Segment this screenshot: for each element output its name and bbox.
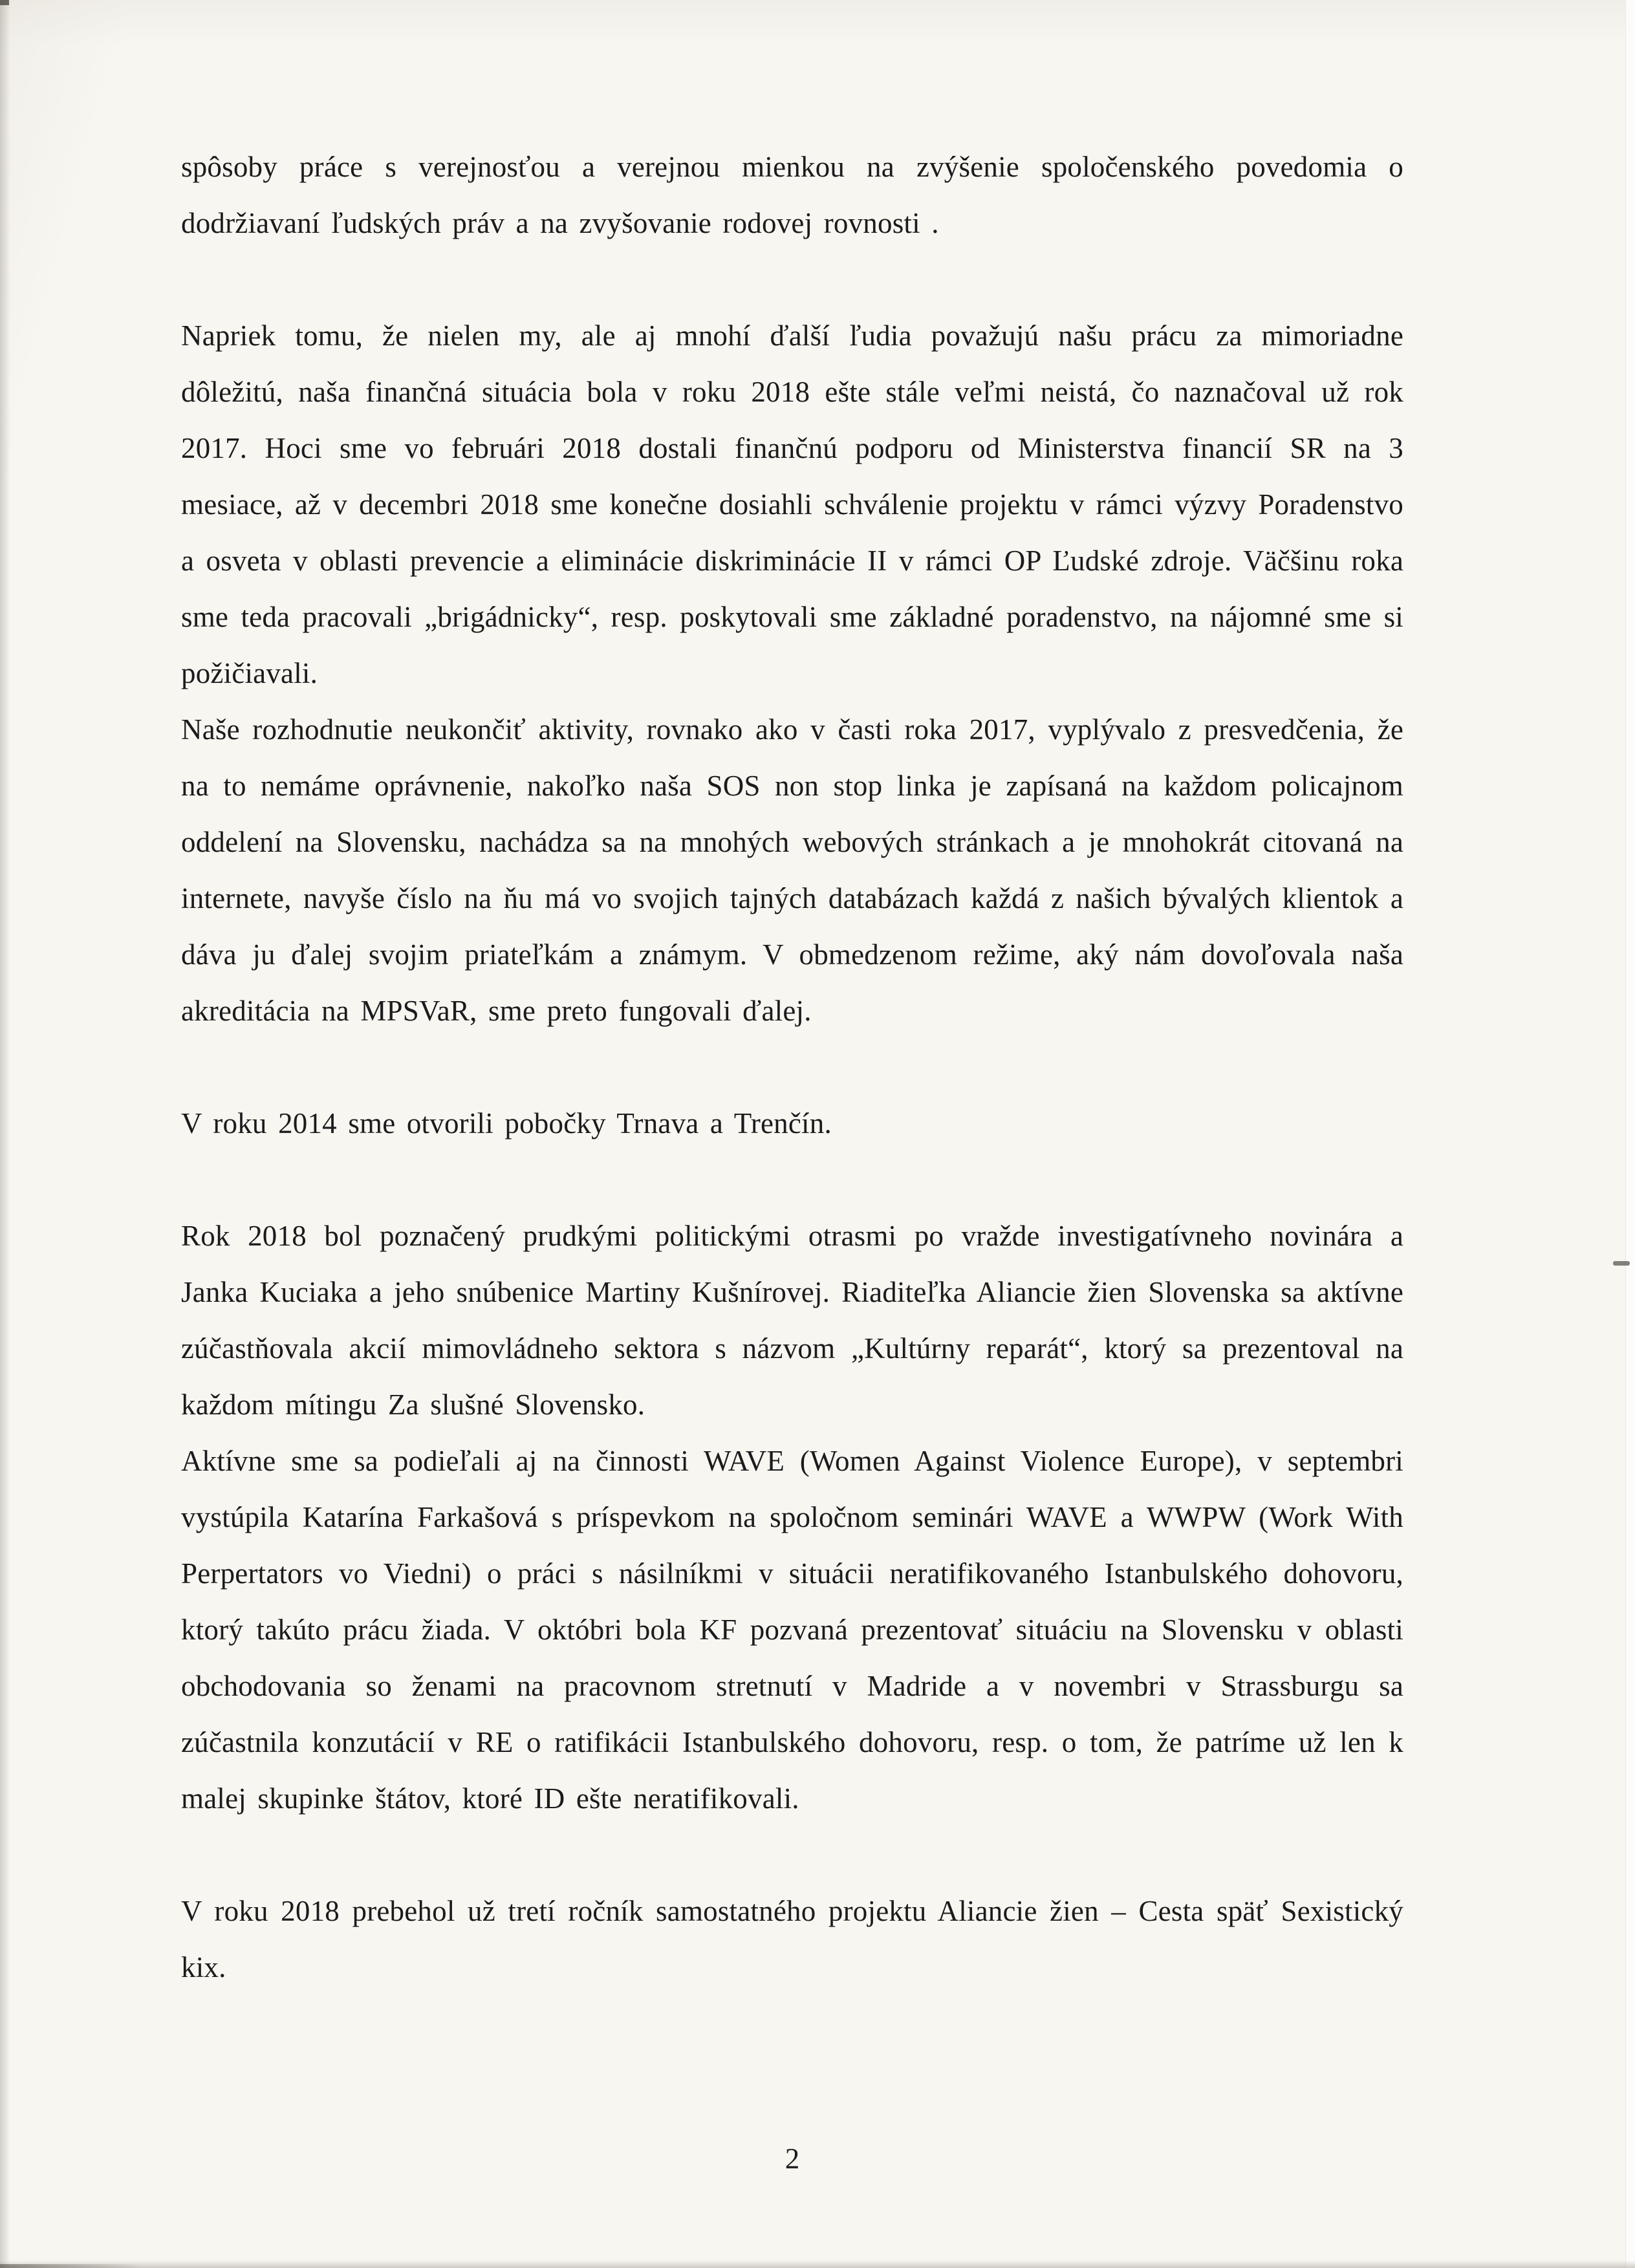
paragraph: V roku 2018 prebehol už tretí ročník samostatného projektu Aliancie žien – Cesta späť Sexistický kix.: [181, 1895, 1403, 1983]
scan-edge-right: [1625, 0, 1635, 2268]
scan-edge-bottom: [0, 2260, 1635, 2268]
document-body: [181, 139, 1403, 1996]
paragraph: Napriek tomu, že nielen my, ale aj mnohí ďalší ľudia považujú našu prácu za mimoriadne dôležitú, naša finančná situácia bola v roku 2018 ešte stále veľmi neistá, čo naznačoval už rok 2017. Hoci sme vo februári 2018 dostali finančnú podporu od Ministerstva financií SR na 3 mesiace, až v decembri 2018 sme konečne dosiahli schválenie projektu v rámci výzvy Poradenstvo a osveta v oblasti prevencie a eliminácie diskriminácie II v rámci OP Ľudské zdroje. Väčšinu roka sme teda pracovali „brigádnicky“, resp. poskytovali sme základné poradenstvo, na nájomné sme si požičiavali.: [181, 319, 1403, 689]
paragraph: Naše rozhodnutie neukončiť aktivity, rovnako ako v časti roka 2017, vyplývalo z presvedčenia, že na to nemáme oprávnenie, nakoľko naša SOS non stop linka je zapísaná na každom policajnom oddelení na Slovensku, nachádza sa na mnohých webových stránkach a je mnohokrát citovaná na internete, navyše číslo na ňu má vo svojich tajných databázach každá z našich bývalých klientok a dáva ju ďalej svojim priateľkám a známym. V obmedzenom režime, aký nám dovoľovala naša akreditácia na MPSVaR, sme preto fungovali ďalej.: [181, 713, 1403, 1027]
scan-corner-artifact: [0, 0, 9, 5]
scan-edge-left: [0, 0, 10, 2268]
scan-bottom-shade-artifact: [0, 2264, 142, 2268]
paragraph: V roku 2014 sme otvorili pobočky Trnava a Trenčín.: [181, 1107, 832, 1139]
paragraph: Aktívne sme sa podieľali aj na činnosti WAVE (Women Against Violence Europe), v septembri vystúpila Katarína Farkašová s príspevkom na spoločnom seminári WAVE a WWPW (Work With Perpertators vo Viedni) o práci s násilníkmi v situácii neratifikovaného Istanbulského dohovoru, ktorý takúto prácu žiada. V októbri bola KF pozvaná prezentovať situáciu na Slovensku v oblasti obchodovania so ženami na pracovnom stretnutí v Madride a v novembri v Strassburgu sa zúčastnila konzutácií v RE o ratifikácii Istanbulského dohovoru, resp. o tom, že patríme už len k malej skupinke štátov, ktoré ID ešte neratifikovali.: [181, 1445, 1403, 1815]
page-number: 2: [785, 2143, 800, 2175]
paragraph-continuation: spôsoby práce s verejnosťou a verejnou mienkou na zvýšenie spoločenského povedomia o dodržiavaní ľudských práv a na zvyšovanie rodovej rovnosti .: [181, 151, 1403, 239]
paragraph: Rok 2018 bol poznačený prudkými politickými otrasmi po vražde investigatívneho novinára a Janka Kuciaka a jeho snúbenice Martiny Kušnírovej. Riaditeľka Aliancie žien Slovenska sa aktívne zúčastňovala akcií mimovládneho sektora s názvom „Kultúrny reparát“, ktorý sa prezentoval na každom mítingu Za slušné Slovensko.: [181, 1220, 1403, 1421]
scan-dash-artifact: [1613, 1261, 1630, 1266]
